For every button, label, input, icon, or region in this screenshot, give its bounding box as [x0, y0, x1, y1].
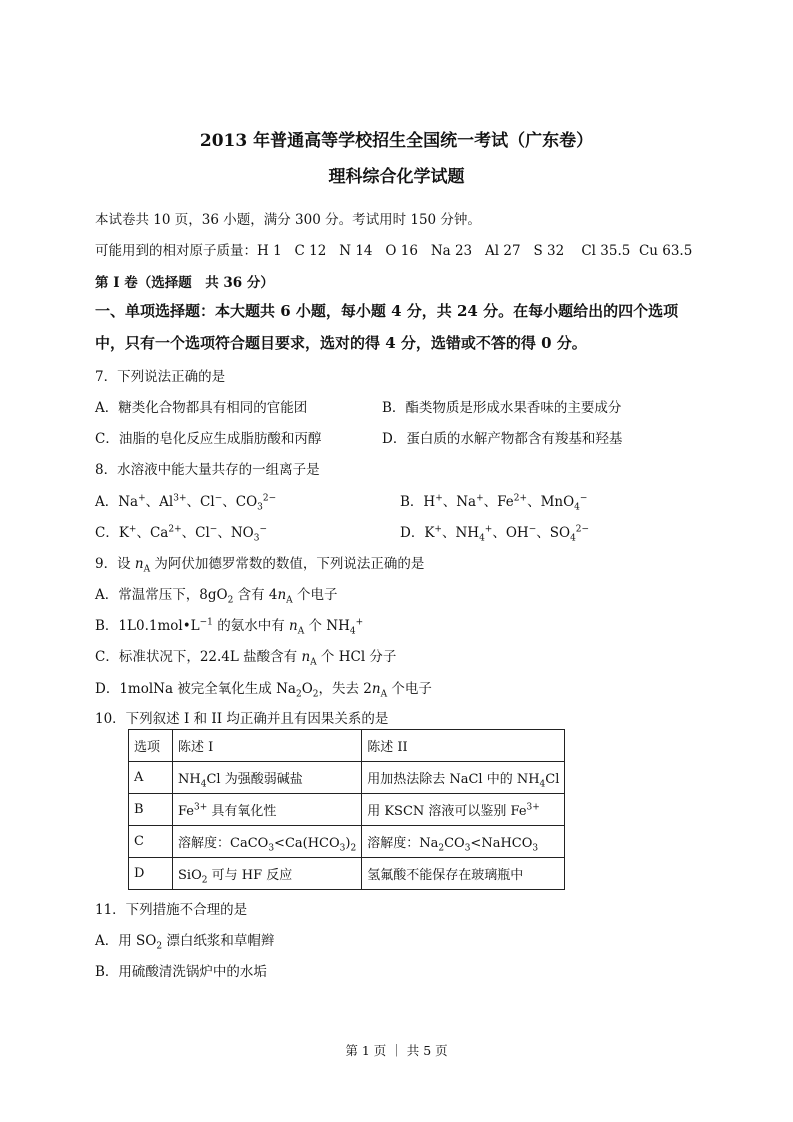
table-row-label: A [129, 762, 173, 794]
mass-h: H 1 [257, 243, 282, 259]
table-row [129, 858, 565, 890]
mass-na: Na 23 [430, 243, 473, 259]
q9-option-a: A．常温常压下，$8gO_2$ 含有 $4n_A$ 个电子 [95, 587, 338, 606]
table-row-label: B [129, 794, 173, 826]
q11-option-a: A．用 $SO_2$ 漂白纸浆和草帽辫 [95, 933, 275, 952]
part-title: 第 I 卷（选择题 共 36 分） [95, 275, 274, 291]
table-row [129, 794, 565, 826]
mass-o: O 16 [385, 243, 418, 259]
table-row-label: D [129, 858, 173, 890]
mass-al: Al 27 [485, 243, 521, 259]
q7-option-b: B．酯类物质是形成水果香味的主要成分 [382, 400, 622, 416]
q7-option-a: A．糖类化合物都具有相同的官能团 [95, 400, 308, 416]
table-header-option: 选项 [129, 730, 173, 762]
exam-title: 2013 年普通高等学校招生全国统一考试（广东卷） [199, 131, 594, 151]
table-cell: $NH_4Cl$ 为强酸弱碱盐 [173, 762, 362, 794]
table-header-row [129, 730, 565, 762]
intro-line: 本试卷共 10 页，36 小题，满分 300 分。考试用时 150 分钟。 [95, 212, 481, 228]
question-7-stem: 7．下列说法正确的是 [95, 369, 226, 385]
q8-option-c: C．K+、$Ca^{2+}$、Cl−、$NO_3^-$ [95, 524, 268, 544]
table-cell: 氢氟酸不能保存在玻璃瓶中 [362, 858, 565, 890]
table-header-statement-1: 陈述 I [173, 730, 362, 762]
table-row-label: C [129, 826, 173, 858]
mass-cu: Cu 63.5 [638, 243, 693, 259]
question-9-stem: 9．设 $n_A$ 为阿伏加德罗常数的数值，下列说法正确的是 [95, 556, 425, 575]
atomic-masses-line [95, 239, 692, 259]
q10-table [128, 729, 565, 890]
section-instruction-line2: 中，只有一个选项符合题目要求，选对的得 4 分，选错或不答的得 0 分。 [95, 334, 587, 352]
q11-option-b: B．用硫酸清洗锅炉中的水垢 [95, 964, 267, 980]
q9-option-c: C．标准状况下，22.4L 盐酸含有 $n_A$ 个 HCl 分子 [95, 649, 397, 668]
table-row [129, 762, 565, 794]
exam-subtitle: 理科综合化学试题 [328, 167, 465, 187]
q7-option-d: D．蛋白质的水解产物都含有羧基和羟基 [382, 431, 623, 447]
mass-c: C 12 [294, 243, 327, 259]
q9-option-b: B．$1L0.1mol•L^{-1}$ 的氨水中有 $n_A$ 个 $NH_4^+$ [95, 617, 364, 637]
table-cell: 用加热法除去 NaCl 中的 $NH_4Cl$ [362, 762, 565, 794]
question-10-stem: 10．下列叙述 I 和 II 均正确并且有因果关系的是 [95, 711, 389, 727]
q9-option-d: D．1molNa 被完全氧化生成 $Na_2O_2$，失去 $2n_A$ 个电子 [95, 681, 432, 700]
table-header-statement-2: 陈述 II [362, 730, 565, 762]
question-8-stem: 8．水溶液中能大量共存的一组离子是 [95, 462, 320, 478]
table-cell: 溶解度：$Na_2CO_3<NaHCO_3$ [362, 826, 565, 858]
table-row [129, 826, 565, 858]
q8-option-b: B．H+、Na+、$Fe^{2+}$、MnO$_4$− [400, 493, 588, 513]
q8-option-a: A．Na+、$Al^{3+}$、Cl−、$CO_3^{2-}$ [95, 493, 277, 513]
q9-stem-suffix: 为阿伏加德罗常数的数值，下列说法正确的是 [154, 556, 425, 572]
q8-option-d: D．K+、$NH_4^+$、OH−、$SO_4^{2-}$ [400, 524, 590, 544]
atomic-masses-label: 可能用到的相对原子质量： [95, 243, 257, 259]
table-cell: 用 KSCN 溶液可以鉴别 $Fe^{3+}$ [362, 794, 565, 826]
question-11-stem: 11．下列措施不合理的是 [95, 902, 248, 918]
q7-option-c: C．油脂的皂化反应生成脂肪酸和丙醇 [95, 431, 322, 447]
section-instruction-line1: 一、单项选择题：本大题共 6 小题，每小题 4 分，共 24 分。在每小题给出的四个选项 [95, 302, 679, 320]
table-cell: SiO$_2$ 可与 HF 反应 [173, 858, 362, 890]
page-footer: 第 1 页 ｜ 共 5 页 [345, 1043, 448, 1058]
q9-stem-prefix: 9．设 [95, 556, 131, 572]
mass-n: N 14 [339, 243, 373, 259]
mass-s: S 32 [533, 243, 565, 259]
mass-cl: Cl 35.5 [581, 243, 631, 259]
table-cell: $Fe^{3+}$ 具有氧化性 [173, 794, 362, 826]
table-cell: 溶解度：$CaCO_3<Ca(HCO_3)_2$ [173, 826, 362, 858]
